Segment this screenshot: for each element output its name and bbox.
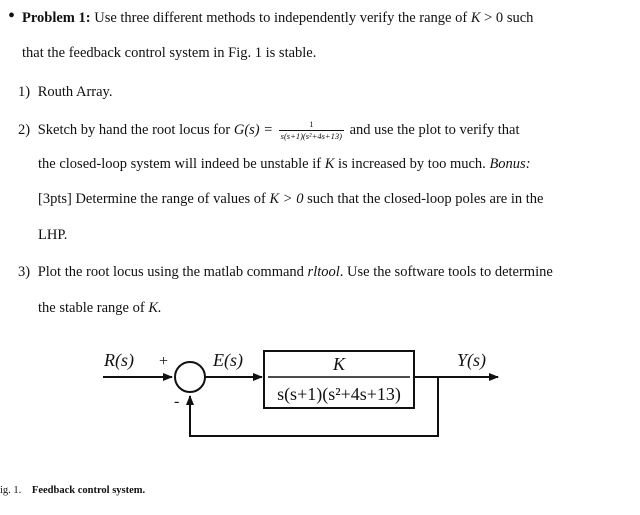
output-label: Y(s) (457, 350, 487, 370)
item-3-text-a: Plot the root locus using the matlab command (37, 264, 304, 280)
item-2-line-1 (18, 120, 520, 141)
minus-sign: - (174, 393, 180, 410)
item-2-line-3 (38, 190, 543, 208)
item-2-line-2-b: is increased by too much. (338, 156, 486, 172)
problem-gt0: > 0 (484, 10, 504, 26)
item-1 (18, 83, 113, 101)
item-3-text-b: . Use the software tools to determine (339, 264, 553, 280)
item-2-line-2 (38, 155, 531, 173)
item-1-text: Routh Array. (37, 84, 113, 100)
item-2-gs-fraction (279, 120, 344, 141)
item-2-line-2-a: the closed-loop system will indeed be unstable if (38, 156, 322, 172)
item-2-line-3-a: [3pts] Determine the range of values of (38, 191, 266, 207)
item-3-line-1 (18, 263, 553, 281)
plant-denominator: s(s+1)(s²+4s+13) (277, 384, 401, 404)
item-2-line-3-b: such that the closed-loop poles are in the (307, 191, 544, 207)
item-2-text-b: and use the plot to verify that (349, 121, 520, 138)
plus-sign: + (159, 353, 169, 370)
item-2-gs-denominator: s(s+1)(s²+4s+13) (280, 131, 342, 141)
problem-title: Problem 1: (22, 10, 91, 26)
problem-K: K (470, 10, 481, 26)
item-3-line-2 (38, 299, 162, 317)
plant-numerator: K (332, 354, 346, 374)
error-label: E(s) (213, 350, 243, 370)
item-2-line-2-K: K (324, 156, 335, 172)
problem-such: such (506, 10, 534, 26)
item-2-line-4: LHP. (38, 227, 68, 243)
figure-caption (0, 484, 145, 498)
input-label: R(s) (104, 350, 134, 370)
item-2-gs-numerator: 1 (279, 120, 344, 131)
item-3-rltool: rltool (307, 264, 340, 280)
problem-intro-text: Use three different methods to independently verify the range of (94, 10, 468, 26)
bullet-point: • (8, 5, 16, 27)
caption-prefix: ig. 1. (0, 485, 22, 496)
item-2-text-a: Sketch by hand the root locus for (37, 121, 231, 138)
feedback-block-diagram (0, 340, 640, 450)
item-3-number: 3) (18, 264, 31, 280)
item-2-line-3-K: K > 0 (269, 191, 304, 207)
item-3-line-2-a: the stable range of (38, 300, 145, 316)
item-2-bonus: Bonus: (489, 156, 531, 172)
caption-text: Feedback control system. (31, 485, 146, 496)
item-3-line-2-K: K. (148, 300, 162, 316)
item-1-number: 1) (18, 84, 31, 100)
problem-statement-line-1 (22, 9, 533, 27)
item-2-gs-label: G(s) = (233, 121, 274, 138)
item-2-number: 2) (18, 121, 31, 138)
summing-junction (175, 362, 205, 392)
problem-statement-line-2: that the feedback control system in Fig. 1 is stable. (22, 45, 317, 61)
